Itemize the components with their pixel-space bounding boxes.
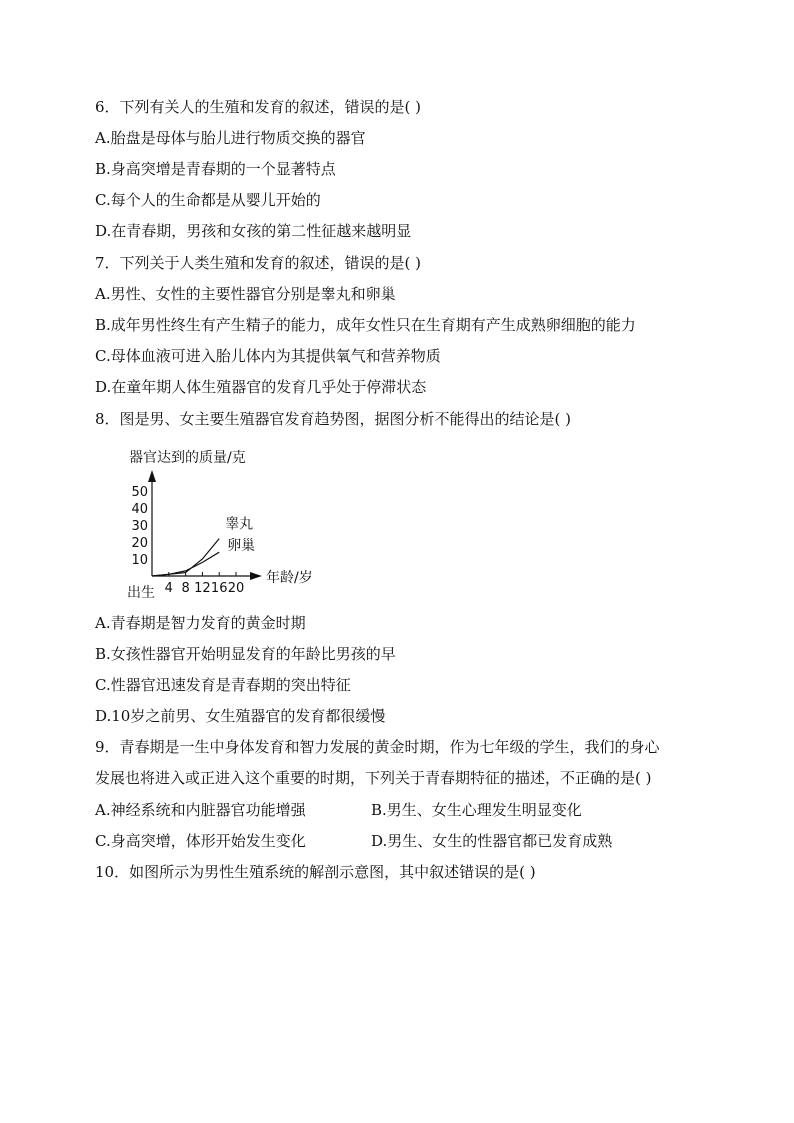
organ-growth-chart	[120, 442, 340, 604]
q7-stem: 7．下列关于人类生殖和发育的叙述，错误的是( )	[95, 254, 422, 272]
y-axis-label: 器官达到的质量/克	[129, 450, 246, 466]
q6-option-b: B.身高突增是青春期的一个显著特点	[95, 160, 336, 178]
q9-stem-line2: 发展也将进入或正进入这个重要的时期，下列关于青春期特征的描述，不正确的是( )	[95, 769, 652, 787]
x-tick-label: 12	[194, 581, 211, 596]
q8-option-d: D.10岁之前男、女生殖器官的发育都很缓慢	[95, 707, 386, 725]
x-tick-label: 4	[164, 581, 173, 596]
y-axis-arrow	[148, 470, 156, 482]
series-label-1: 睾丸	[225, 516, 254, 533]
x-axis-arrow	[250, 572, 262, 580]
q8-stem: 8．图是男、女主要生殖器官发育趋势图，据图分析不能得出的结论是( )	[95, 410, 572, 428]
x-tick-label: 16	[210, 581, 228, 596]
q9-option-d: D.男生、女生的性器官都已发育成熟	[371, 832, 613, 850]
q6-option-d: D.在青春期，男孩和女孩的第二性征越来越明显	[95, 222, 412, 240]
x-tick-label: 20	[227, 581, 245, 596]
q7-option-b: B.成年男性终生有产生精子的能力，成年女性只在生育期有产生成熟卵细胞的能力	[95, 316, 636, 334]
q8-option-c: C.性器官迅速发育是青春期的突出特征	[95, 676, 351, 694]
q7-option-c: C.母体血液可进入胎儿体内为其提供氧气和营养物质	[95, 347, 441, 365]
q6-option-c: C.每个人的生命都是从婴儿开始的	[95, 191, 321, 209]
q8-option-a: A.青春期是智力发育的黄金时期	[95, 614, 306, 632]
q7-option-d: D.在童年期人体生殖器官的发育几乎处于停滞状态	[95, 378, 427, 396]
q9-option-a: A.神经系统和内脏器官功能增强	[95, 801, 306, 819]
y-tick-label: 10	[131, 553, 148, 568]
origin-label: 出生	[127, 585, 155, 601]
y-tick-label: 30	[131, 519, 148, 534]
q9-option-b: B.男生、女生心理发生明显变化	[371, 801, 582, 819]
q9-stem-line1: 9．青春期是一生中身体发育和智力发展的黄金时期，作为七年级的学生，我们的身心	[95, 738, 660, 756]
q6-stem: 6．下列有关人的生殖和发育的叙述，错误的是( )	[95, 98, 422, 116]
q10-stem: 10．如图所示为男性生殖系统的解剖示意图，其中叙述错误的是( )	[95, 863, 536, 881]
q6-option-a: A.胎盘是母体与胎儿进行物质交换的器官	[95, 129, 366, 147]
x-axis-label: 年龄/岁	[266, 570, 313, 586]
y-tick-label: 20	[131, 536, 148, 551]
q7-option-a: A.男性、女性的主要性器官分别是睾丸和卵巢	[95, 285, 396, 303]
q9-option-c: C.身高突增，体形开始发生变化	[95, 832, 306, 850]
series-label-2: 卵巢	[227, 538, 256, 555]
q8-option-b: B.女孩性器官开始明显发育的年龄比男孩的早	[95, 645, 396, 663]
y-tick-label: 40	[131, 502, 148, 517]
y-tick-label: 50	[131, 485, 148, 500]
x-tick-label: 8	[181, 581, 190, 596]
